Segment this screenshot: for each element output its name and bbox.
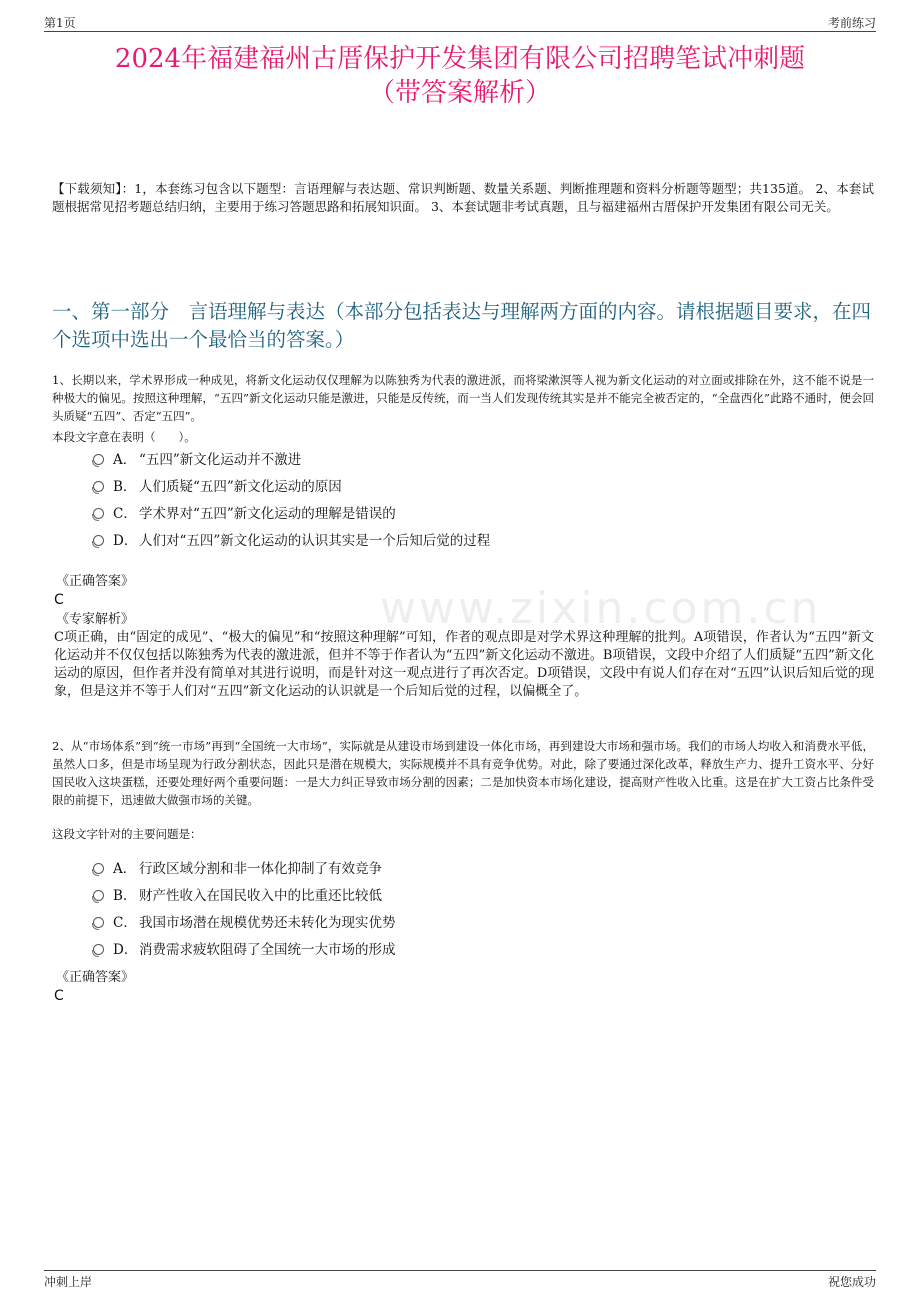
- download-notice: 【下载须知】：1，本套练习包含以下题型：言语理解与表达题、常识判断题、数量关系题、判断推理题和资料分析题等题型；共135道。 2、本套试题根据常见招考题总结归纳，主要用于练习答题思路和拓展知识面。 3、本套试题非考试真题，且与福建福州古厝保护开发集团有限公司无关。: [52, 181, 874, 214]
- footer-divider: [44, 1270, 876, 1271]
- question-1-answer-label: 《正确答案》: [56, 574, 135, 589]
- radio-icon[interactable]: [93, 535, 104, 546]
- radio-icon[interactable]: [93, 890, 104, 901]
- question-2-stem: 这段文字针对的主要问题是：: [52, 827, 202, 841]
- question-2-answer-label: 《正确答案》: [56, 970, 135, 985]
- question-1-option-a[interactable]: A． “五四”新文化运动并不激进: [93, 450, 301, 470]
- title-line-1: 2024年福建福州古厝保护开发集团有限公司招聘笔试冲刺题: [114, 44, 806, 74]
- question-1-stem: 本段文字意在表明（ ）。: [52, 430, 196, 444]
- question-1-text: 1、长期以来，学术界形成一种成见，将新文化运动仅仅理解为以陈独秀为代表的激进派，而将梁漱溟等人视为新文化运动的对立面或排除在外，这不能不说是一种极大的偏见。按照这种理解，“五四”新文化运动只能是激进，只能是反传统，而一当人们发现传统其实是并不能完全被否定的，“全盘西化”此路不通时，便会回头质疑“五四”、否定“五四”。: [52, 373, 874, 423]
- question-2-answer: C: [54, 988, 64, 1004]
- question-1-option-c[interactable]: C． 学术界对“五四”新文化运动的理解是错误的: [93, 504, 396, 524]
- footer-left: 冲刺上岸: [44, 1275, 93, 1289]
- radio-icon[interactable]: [93, 508, 104, 519]
- question-2-option-d[interactable]: D． 消费需求疲软阻碍了全国统一大市场的形成: [93, 940, 396, 960]
- question-1-option-d[interactable]: D． 人们对“五四”新文化运动的认识其实是一个后知后觉的过程: [93, 531, 490, 551]
- document-title: [44, 42, 876, 110]
- page-header: [44, 12, 876, 32]
- radio-icon[interactable]: [93, 454, 104, 465]
- radio-icon[interactable]: [93, 944, 104, 955]
- question-2-option-b[interactable]: B． 财产性收入在国民收入中的比重还比较低: [93, 886, 382, 906]
- question-1-analysis-label: 《专家解析》: [56, 612, 135, 627]
- section-heading: 一、第一部分 言语理解与表达（本部分包括表达与理解两方面的内容。请根据题目要求，在四个选项中选出一个最恰当的答案。）: [52, 300, 872, 351]
- page-number: 第1页: [44, 16, 76, 30]
- question-1-answer: C: [54, 592, 64, 608]
- header-tag: 考前练习: [827, 16, 876, 30]
- radio-icon[interactable]: [93, 863, 104, 874]
- question-1-option-b[interactable]: B． 人们质疑“五四”新文化运动的原因: [93, 477, 342, 497]
- question-2-option-a[interactable]: A． 行政区域分割和非一体化抑制了有效竞争: [93, 859, 382, 879]
- radio-icon[interactable]: [93, 917, 104, 928]
- footer-right: 祝您成功: [827, 1275, 876, 1289]
- question-1-analysis: C项正确，由“固定的成见”、“极大的偏见”和“按照这种理解”可知，作者的观点即是对学术界这种理解的批判。A项错误，作者认为“五四”新文化运动并不仅仅包括以陈独秀为代表的激进派，但并不等于作者认为“五四”新文化运动不激进。B项错误，文段中介绍了人们质疑“五四”新文化运动的原因，但作者并没有简单对其进行说明，而是针对这一观点进行了再次否定。D项错误，文段中有说人们存在对“五四”认识后知后觉的现象，但是这并不等于人们对“五四”新文化运动的认识就是一个后知后觉的过程，以偏概全了。: [54, 630, 874, 699]
- question-2-text: 2、从“市场体系”到“统一市场”再到“全国统一大市场”，实际就是从建设市场到建设一体化市场，再到建设大市场和强市场。我们的市场人均收入和消费水平低，虽然人口多，但是市场呈现为行政分割状态，因此只是潜在规模大，实际规模并不具有竞争优势。对此，除了要通过深化改革，释放生产力、提升工资水平、分好国民收入这块蛋糕，还要处理好两个重要问题：一是大力纠正导致市场分割的因素；二是加快资本市场化建设，提高财产性收入比重。这是在扩大工资占比条件受限的前提下，迅速做大做强市场的关键。: [52, 739, 874, 807]
- radio-icon[interactable]: [93, 481, 104, 492]
- header-divider: [44, 31, 876, 32]
- watermark: www.zixin.com.cn: [380, 583, 822, 634]
- title-line-2: （带答案解析）: [368, 78, 551, 108]
- question-2-option-c[interactable]: C． 我国市场潜在规模优势还未转化为现实优势: [93, 913, 396, 933]
